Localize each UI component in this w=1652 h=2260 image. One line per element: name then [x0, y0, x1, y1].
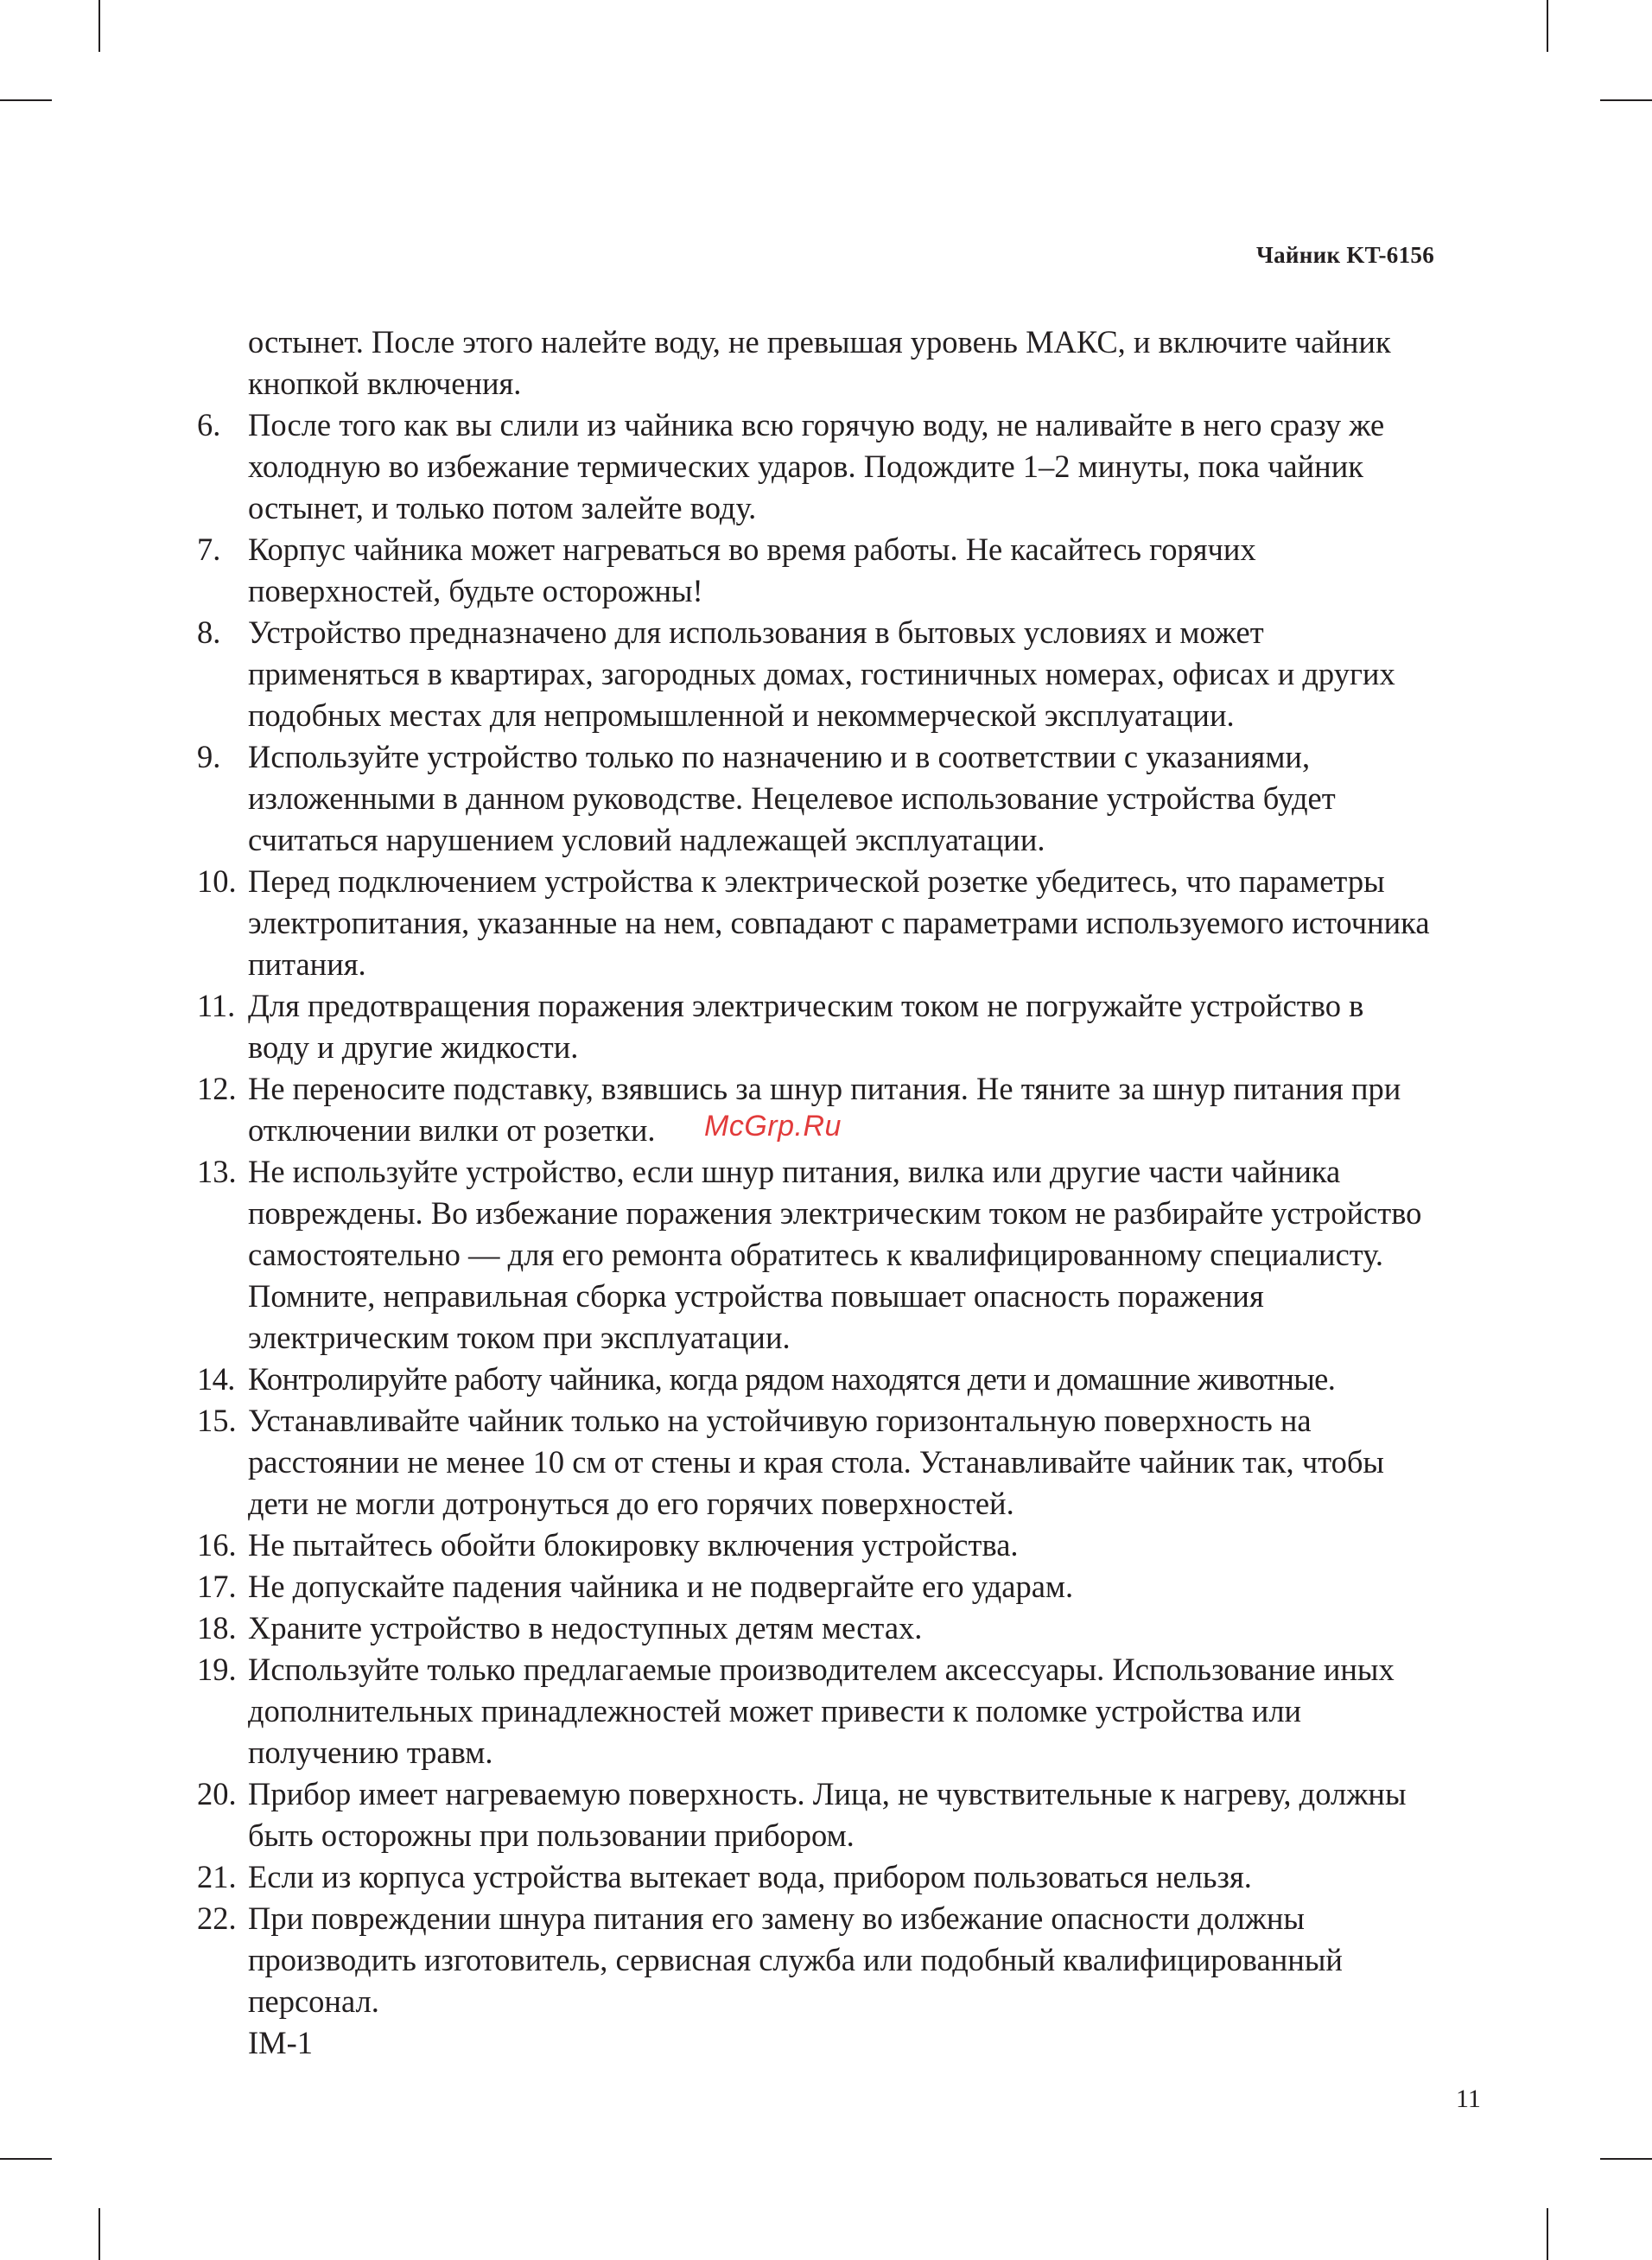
- crop-mark: [1547, 0, 1548, 52]
- list-item: [197, 1566, 1431, 1607]
- item-text: Используйте только предлагаемые производителем аксессуары. Использование иных дополнительных принадлежностей может привести к поломке устройства или получению травм.: [248, 1652, 1395, 1770]
- item-text: Контролируйте работу чайника, когда рядом находятся дети и домашние животные.: [248, 1361, 1336, 1397]
- crop-mark: [1600, 99, 1652, 101]
- item-number: 21.: [197, 1859, 237, 1894]
- crop-mark: [1547, 2208, 1548, 2260]
- crop-mark: [0, 2158, 52, 2160]
- item-text: После того как вы слили из чайника всю горячую воду, не наливайте в него сразу же холодную во избежание термических ударов. Подождите 1–2 минуты, пока чайник остынет, и только потом залейте воду.: [248, 407, 1385, 525]
- list-item: [197, 1607, 1431, 1649]
- list-item: [197, 1856, 1431, 1898]
- item-number: 13.: [197, 1154, 237, 1189]
- watermark-text: McGrp.Ru: [704, 1110, 842, 1143]
- item-text: Храните устройство в недоступных детям местах.: [248, 1610, 923, 1646]
- item-text: Для предотвращения поражения электрическим током не погружайте устройство в воду и другие жидкости.: [248, 988, 1364, 1065]
- continuation-paragraph: остынет. После этого налейте воду, не превышая уровень МАКС, и включите чайник кнопкой включения.: [248, 324, 1391, 401]
- item-text: Не допускайте падения чайника и не подвергайте его ударам.: [248, 1569, 1074, 1604]
- item-text: Корпус чайника может нагреваться во время работы. Не касайтесь горячих поверхностей, будьте осторожны!: [248, 532, 1256, 608]
- item-number: 20.: [197, 1776, 237, 1811]
- item-number: 6.: [197, 407, 221, 442]
- crop-mark: [1600, 2158, 1652, 2160]
- list-item: [197, 1773, 1431, 1856]
- item-number: 22.: [197, 1900, 237, 1936]
- item-number: 9.: [197, 739, 221, 774]
- list-item: [197, 1359, 1431, 1400]
- item-text: При повреждении шнура питания его замену во избежание опасности должны производить изготовитель, сервисная служба или подобный квалифицированный персонал.: [248, 1900, 1343, 2019]
- item-number: 16.: [197, 1527, 237, 1563]
- crop-mark: [98, 0, 100, 52]
- item-number: 10.: [197, 863, 237, 899]
- running-header: Чайник KT-6156: [1255, 242, 1434, 268]
- list-item: [197, 861, 1431, 985]
- crop-mark: [0, 99, 52, 101]
- item-number: 17.: [197, 1569, 237, 1604]
- list-item: [197, 1400, 1431, 1525]
- item-text: Устройство предназначено для использования в бытовых условиях и может применяться в квартирах, загородных домах, гостиничных номерах, офисах и других подобных местах для непромышленной и некоммерческой эксплуатации.: [248, 614, 1395, 733]
- crop-mark: [98, 2208, 100, 2260]
- list-item: [197, 1151, 1431, 1359]
- item-number: 15.: [197, 1403, 237, 1438]
- item-text: Перед подключением устройства к электрической розетке убедитесь, что параметры электропитания, указанные на нем, совпадают с параметрами используемого источника питания.: [248, 863, 1430, 982]
- list-item: [197, 1898, 1431, 2022]
- list-item: [197, 612, 1431, 736]
- list-item: [197, 985, 1431, 1068]
- list-item: [197, 1525, 1431, 1566]
- item-text: Если из корпуса устройства вытекает вода, прибором пользоваться нельзя.: [248, 1859, 1252, 1894]
- item-text: Устанавливайте чайник только на устойчивую горизонтальную поверхность на расстоянии не менее 10 см от стены и края стола. Устанавливайте чайник так, чтобы дети не могли дотронуться до его горячих поверхностей.: [248, 1403, 1384, 1521]
- item-text: Прибор имеет нагреваемую поверхность. Лица, не чувствительные к нагреву, должны быть осторожны при пользовании прибором.: [248, 1776, 1407, 1853]
- list-item: [197, 404, 1431, 529]
- item-number: 14.: [197, 1361, 235, 1397]
- item-number: 8.: [197, 614, 221, 650]
- item-text: Не используйте устройство, если шнур питания, вилка или другие части чайника повреждены. Во избежание поражения электрическим током не разбирайте устройство самостоятельно — для его ремонта обратитесь к квалифицированному специалисту. Помните, неправильная сборка устройства повышает опасность поражения электрическим током при эксплуатации.: [248, 1154, 1422, 1355]
- page-number: 11: [1456, 2085, 1481, 2113]
- item-text: Не пытайтесь обойти блокировку включения устройства.: [248, 1527, 1019, 1563]
- document-code: IM-1: [248, 2025, 314, 2060]
- item-text: Используйте устройство только по назначению и в соответствии с указаниями, изложенными в данном руководстве. Нецелевое использование устройства будет считаться нарушением условий надлежащей эксплуатации.: [248, 739, 1336, 857]
- item-number: 19.: [197, 1652, 237, 1687]
- list-item: [197, 1649, 1431, 1773]
- item-number: 7.: [197, 532, 221, 567]
- list-item: [197, 529, 1431, 612]
- item-number: 12.: [197, 1071, 237, 1106]
- instructions-list: [197, 321, 1431, 2064]
- item-number: 18.: [197, 1610, 237, 1646]
- item-number: 11.: [197, 988, 236, 1023]
- item-text: Не переносите подставку, взявшись за шнур питания. Не тяните за шнур питания при отключении вилки от розетки.: [248, 1071, 1401, 1148]
- list-item: [197, 736, 1431, 861]
